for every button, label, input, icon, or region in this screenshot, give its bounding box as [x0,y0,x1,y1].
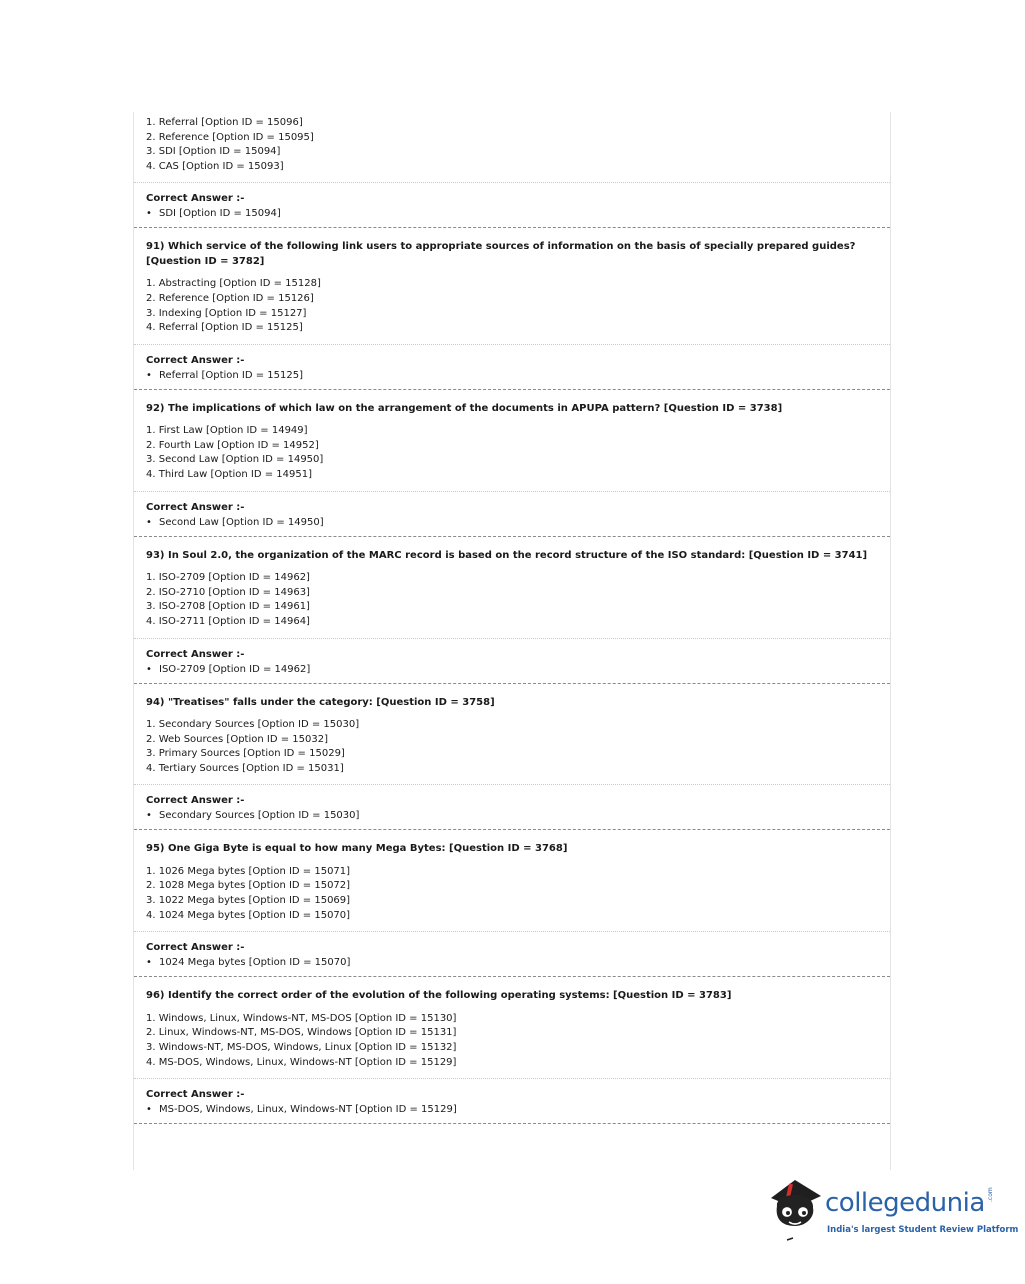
option: 2. Fourth Law [Option ID = 14952] [146,439,319,451]
correct-answer-value [146,368,890,383]
option: 3. Primary Sources [Option ID = 15029] [146,748,345,760]
option: 1. Referral [Option ID = 15096] [146,117,303,128]
option-list [134,859,890,923]
question-text: 91) Which service of the following link users to appropriate sources of information on the basis of specially prepared guides? [Question ID = 3782] [146,241,856,267]
correct-answer-text: ISO-2709 [Option ID = 14962] [159,663,311,675]
bullet-icon: • [146,957,152,969]
correct-answer-text: Second Law [Option ID = 14950] [159,516,324,528]
correct-answer-value [146,515,890,530]
option: 4. 1024 Mega bytes [Option ID = 15070] [146,909,351,921]
correct-answer-value [146,662,890,677]
option: 2. ISO-2710 [Option ID = 14963] [146,586,310,598]
option-list [134,712,890,776]
answer-block [134,638,890,684]
option: 4. ISO-2711 [Option ID = 14964] [146,615,310,627]
correct-answer-label: Correct Answer :- [146,795,245,807]
option: 1. Abstracting [Option ID = 15128] [146,278,321,290]
correct-answer-label: Correct Answer :- [146,942,245,954]
correct-answer-label: Correct Answer :- [146,1089,245,1101]
correct-answer-label: Correct Answer :- [146,354,245,366]
option: 1. 1026 Mega bytes [Option ID = 15071] [146,865,351,877]
answer-block [134,491,890,537]
correct-answer-value [146,1102,890,1117]
option: 4. Tertiary Sources [Option ID = 15031] [146,762,344,774]
option: 2. Linux, Windows-NT, MS-DOS, Windows [Option ID = 15131] [146,1027,457,1039]
correct-answer-value [146,955,890,970]
question-text: 92) The implications of which law on the arrangement of the documents in APUPA pattern? [Question ID = 3738] [146,402,783,414]
option-list [134,1006,890,1070]
collegedunia-logo [765,1176,1019,1246]
option: 2. Web Sources [Option ID = 15032] [146,733,328,745]
option: 1. First Law [Option ID = 14949] [146,425,308,437]
logo-wordmark: collegedunia [825,1188,985,1218]
question-text: 96) Identify the correct order of the evolution of the following operating systems: [Question ID = 3783] [146,990,732,1002]
option-list [134,112,890,174]
question-sheet [133,112,891,1170]
option: 3. Second Law [Option ID = 14950] [146,454,324,466]
option: 4. MS-DOS, Windows, Linux, Windows-NT [Option ID = 15129] [146,1056,457,1068]
correct-answer-label: Correct Answer :- [146,501,245,513]
option: 4. CAS [Option ID = 15093] [146,160,284,172]
option: 3. Windows-NT, MS-DOS, Windows, Linux [Option ID = 15132] [146,1041,457,1053]
option: 1. ISO-2709 [Option ID = 14962] [146,572,310,584]
question-text: 94) "Treatises" falls under the category: [Question ID = 3758] [146,696,495,708]
correct-answer-value [146,206,890,221]
option: 1. Secondary Sources [Option ID = 15030] [146,719,360,730]
option: 4. Referral [Option ID = 15125] [146,322,303,334]
correct-answer-text: MS-DOS, Windows, Linux, Windows-NT [Option ID = 15129] [159,1104,457,1116]
bullet-icon: • [146,208,152,220]
option: 2. Reference [Option ID = 15095] [146,131,314,143]
correct-answer-label: Correct Answer :- [146,193,245,205]
bullet-icon: • [146,663,152,675]
correct-answer-text: Referral [Option ID = 15125] [159,369,304,381]
answer-block [134,182,890,228]
option: 3. SDI [Option ID = 15094] [146,146,281,158]
option: 3. 1022 Mega bytes [Option ID = 15069] [146,895,351,907]
option: 3. ISO-2708 [Option ID = 14961] [146,601,310,613]
correct-answer-text: SDI [Option ID = 15094] [159,208,281,220]
option: 4. Third Law [Option ID = 14951] [146,469,313,481]
option: 1. Windows, Linux, Windows-NT, MS-DOS [Option ID = 15130] [146,1012,457,1024]
bullet-icon: • [146,1104,152,1116]
option-list [134,565,890,629]
correct-answer-value [146,808,890,823]
mascot-icon [765,1176,825,1246]
bullet-icon: • [146,810,152,822]
bullet-icon: • [146,516,152,528]
question-text: 93) In Soul 2.0, the organization of the MARC record is based on the record structure of the ISO standard: [Question ID = 3741] [146,549,868,561]
logo-tagline: India's largest Student Review Platform [827,1225,1019,1235]
correct-answer-label: Correct Answer :- [146,648,245,660]
question-text: 95) One Giga Byte is equal to how many Mega Bytes: [Question ID = 3768] [146,843,568,855]
answer-block [134,931,890,977]
option-list [134,271,890,335]
logo-suffix: .com [987,1187,994,1202]
answer-block [134,784,890,830]
correct-answer-text: Secondary Sources [Option ID = 15030] [159,810,360,822]
option: 2. Reference [Option ID = 15126] [146,292,314,304]
option-list [134,418,890,482]
correct-answer-text: 1024 Mega bytes [Option ID = 15070] [159,957,351,969]
answer-block [134,344,890,390]
option: 2. 1028 Mega bytes [Option ID = 15072] [146,880,351,892]
option: 3. Indexing [Option ID = 15127] [146,307,307,319]
answer-block [134,1078,890,1124]
bullet-icon: • [146,369,152,381]
